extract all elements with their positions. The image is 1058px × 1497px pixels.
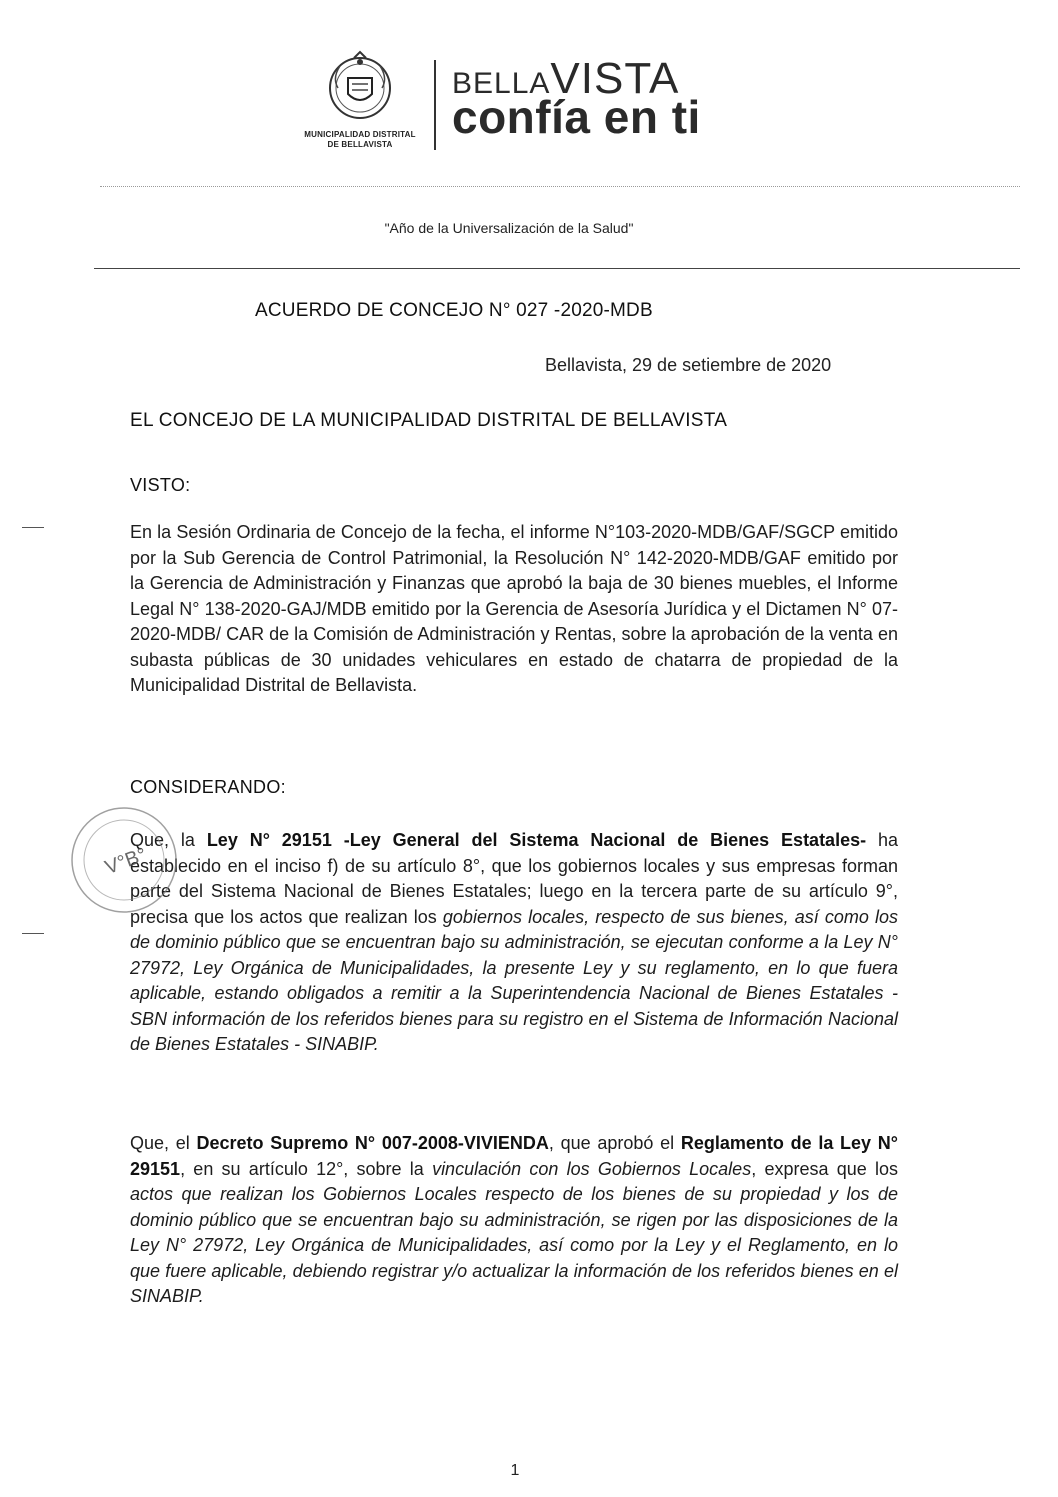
- document-title: ACUERDO DE CONCEJO N° 027 -2020-MDB: [255, 300, 653, 321]
- visto-heading: VISTO:: [130, 475, 191, 495]
- brand-name-part1: BELLA: [452, 67, 551, 100]
- text-run: , expresa que los: [751, 1158, 898, 1179]
- municipality-name: [290, 130, 430, 150]
- law-reference: Ley N° 29151 -Ley General del Sistema Nacional de Bienes Estatales-: [206, 830, 867, 850]
- brand-slogan: confía en ti: [452, 91, 701, 143]
- text-run: ha establecido en el inciso f) de su artículo 8°, que los gobiernos locales y sus empresas forman parte del Sistema Nacional de Bienes Estatales; luego en la tercera parte de su artículo 9°, precisa que los actos que realizan los: [130, 830, 898, 927]
- decree-reference: Decreto Supremo N° 007-2008-VIVIENDA: [196, 1133, 549, 1153]
- header-dotted-line: [100, 186, 1020, 187]
- italic-quote: vinculación con los Gobiernos Locales: [432, 1158, 752, 1179]
- considerando-paragraph-2: [130, 1131, 898, 1310]
- italic-quote: actos que realizan los Gobiernos Locales respecto de los bienes de su propiedad y los de dominio público que se encuentran bajo su administración, se rigen por las disposiciones de la Ley N° 27972, Ley Orgánica de Municipalidades, así como por la Ley y el Reglamento, en lo que fuere aplicable, debiendo registrar y/o actualizar la información de los referidos bienes en el SINABIP.: [130, 1184, 898, 1306]
- italic-quote: gobiernos locales, respecto de sus bienes, así como los de dominio público que se encuentran bajo su administración, se ejecutan conforme a la Ley N° 27972, Ley Orgánica de Municipalidades, la presente Ley y su reglamento, en lo que fuera aplicable, estando obligados a remitir a la Superintendencia Nacional de Bienes Estatales - SBN información de los referidos bienes para su registro en el Sistema de Información Nacional de Bienes Estatales - SINABIP.: [130, 906, 898, 1054]
- margin-mark: [22, 933, 44, 934]
- header-rule: [94, 268, 1020, 269]
- page-number: 1: [510, 1462, 520, 1479]
- council-heading: EL CONCEJO DE LA MUNICIPALIDAD DISTRITAL DE BELLAVISTA: [130, 410, 728, 431]
- brand-name-part2: VISTA: [550, 54, 680, 103]
- approval-stamp-icon: [64, 800, 184, 920]
- municipality-name-line2: DE BELLAVISTA: [327, 140, 393, 149]
- visto-paragraph: En la Sesión Ordinaria de Concejo de la fecha, el informe N°103-2020-MDB/GAF/SGCP emitido por la Sub Gerencia de Control Patrimonial, la Resolución N° 142-2020-MDB/GAF emitido por la Gerencia de Administración y Finanzas que aprobó la baja de 30 bienes muebles, el Informe Legal N° 138-2020-GAJ/MDB emitido por la Gerencia de Asesoría Jurídica y el Dictamen N° 07-2020-MDB/ CAR de la Comisión de Administración y Rentas, sobre la aprobación de la venta en subasta públicas de 30 unidades vehiculares en estado de chatarra de propiedad de la Municipalidad Distrital de Bellavista.: [130, 522, 898, 695]
- text-run: Que, la: [130, 830, 207, 850]
- municipality-name-line1: MUNICIPALIDAD DISTRITAL: [304, 130, 416, 139]
- header-divider: [434, 60, 436, 150]
- year-motto: "Año de la Universalización de la Salud": [384, 220, 634, 236]
- municipal-seal-icon: [320, 48, 400, 128]
- margin-mark: [22, 527, 44, 528]
- text-run: Que, el: [130, 1133, 197, 1153]
- considerando-paragraph-1: [130, 828, 898, 1058]
- place-date: Bellavista, 29 de setiembre de 2020: [545, 355, 832, 375]
- stamp-text: V°B°: [102, 843, 150, 880]
- considerando-heading: CONSIDERANDO:: [130, 777, 286, 797]
- regulation-reference: Reglamento de la Ley N° 29151: [130, 1133, 898, 1179]
- letterhead: [290, 40, 710, 160]
- text-run: , en su artículo 12°, sobre la: [180, 1158, 433, 1179]
- text-run: , que aprobó el: [548, 1133, 681, 1153]
